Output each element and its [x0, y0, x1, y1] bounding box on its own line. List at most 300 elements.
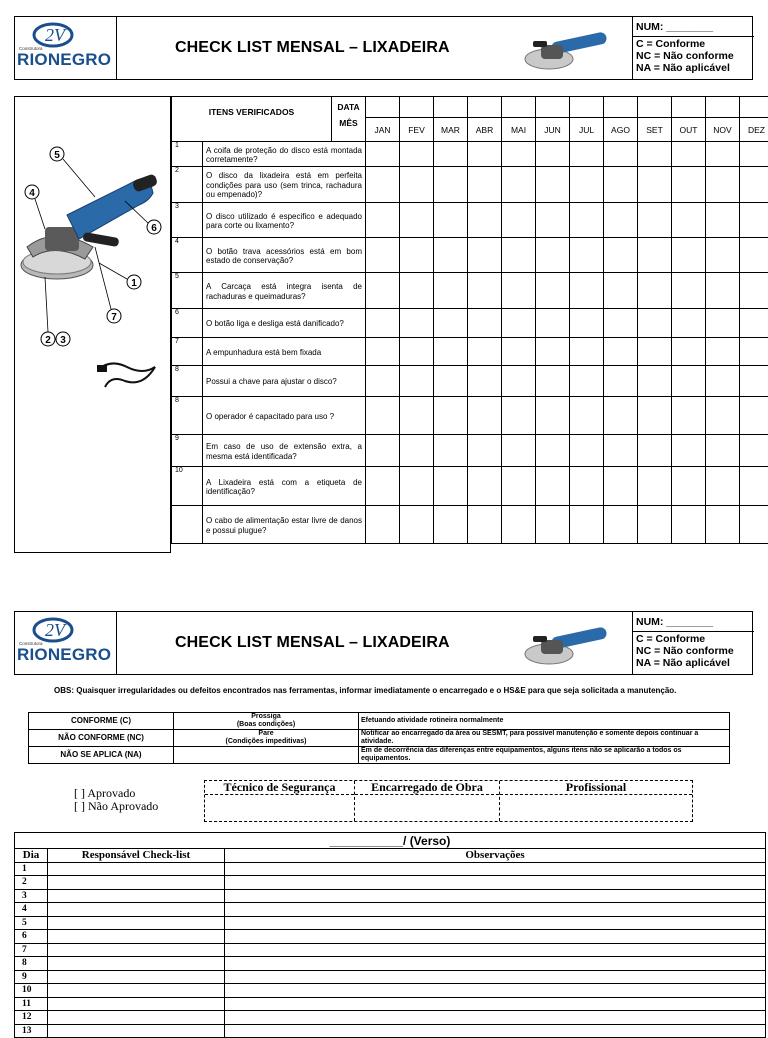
item-number: 3 [172, 203, 203, 238]
header-top [14, 16, 753, 80]
day-row [15, 957, 766, 971]
checklist-row [172, 338, 768, 366]
item-number: 2 [172, 167, 203, 203]
status-cell[interactable] [536, 309, 570, 338]
callout-1: 1 [131, 278, 137, 289]
legend-action: Prossiga (Boas condições) [174, 713, 359, 730]
logo-subtitle: Construtora [19, 641, 43, 646]
legend-na: NA = Não aplicável [633, 62, 754, 74]
status-cell[interactable] [672, 273, 706, 309]
status-cell[interactable] [468, 167, 502, 203]
status-cell[interactable] [604, 238, 638, 273]
legend-status: NÃO SE APLICA (NA) [29, 747, 174, 764]
checklist-row [172, 273, 768, 309]
signature-tecnico[interactable]: Técnico de Segurança [205, 781, 355, 821]
status-cell[interactable] [638, 273, 672, 309]
observacoes-cell[interactable] [225, 903, 766, 917]
status-cell[interactable] [434, 142, 468, 167]
responsavel-cell[interactable] [48, 903, 225, 917]
status-cell[interactable] [434, 167, 468, 203]
status-cell[interactable] [468, 273, 502, 309]
status-legend-table [28, 712, 730, 764]
status-cell[interactable] [536, 435, 570, 467]
item-number: 8 [172, 397, 203, 435]
col-responsavel: Responsável Check-list [48, 849, 225, 863]
status-cell[interactable] [740, 397, 768, 435]
status-cell[interactable] [706, 273, 740, 309]
item-number: 7 [172, 338, 203, 366]
status-cell[interactable] [502, 467, 536, 506]
day-number: 6 [15, 930, 48, 944]
status-cell[interactable] [604, 397, 638, 435]
status-cell[interactable] [706, 338, 740, 366]
status-cell[interactable] [706, 309, 740, 338]
day-row [15, 1024, 766, 1038]
status-cell[interactable] [604, 142, 638, 167]
legend-c: C = Conforme [633, 632, 754, 645]
checklist-row [172, 435, 768, 467]
status-cell[interactable] [706, 397, 740, 435]
legend-status: NÃO CONFORME (NC) [29, 730, 174, 747]
observacoes-cell[interactable] [225, 1024, 766, 1038]
status-cell[interactable] [400, 338, 434, 366]
svg-text:2V: 2V [45, 25, 67, 45]
item-text: A coifa de proteção do disco está montada corretamente? [203, 142, 366, 167]
status-cell[interactable] [672, 506, 706, 544]
status-cell[interactable] [604, 167, 638, 203]
item-text: Possui a chave para ajustar o disco? [203, 366, 366, 397]
legend-desc: Efetuando atividade rotineira normalmente [359, 713, 730, 730]
day-number: 2 [15, 876, 48, 890]
day-number: 1 [15, 862, 48, 876]
item-text: O operador é capacitado para uso ? [203, 397, 366, 435]
status-cell[interactable] [434, 238, 468, 273]
status-cell[interactable] [638, 309, 672, 338]
observacoes-cell[interactable] [225, 943, 766, 957]
checklist-row [172, 309, 768, 338]
status-cell[interactable] [434, 397, 468, 435]
month-mai: MAI [502, 118, 536, 142]
logo-text: RIONEGRO [17, 645, 111, 665]
approval-options [74, 787, 158, 813]
status-cell[interactable] [434, 506, 468, 544]
checklist-row [172, 397, 768, 435]
status-cell[interactable] [366, 397, 400, 435]
status-cell[interactable] [570, 203, 604, 238]
month-jul: JUL [570, 118, 604, 142]
observacoes-cell[interactable] [225, 970, 766, 984]
status-cell[interactable] [604, 203, 638, 238]
status-cell[interactable] [502, 366, 536, 397]
status-cell[interactable] [468, 309, 502, 338]
status-cell[interactable] [400, 506, 434, 544]
header-bottom [14, 611, 753, 675]
status-cell[interactable] [638, 142, 672, 167]
status-cell[interactable] [468, 142, 502, 167]
page-title: CHECK LIST MENSAL – LIXADEIRA [175, 39, 450, 57]
month-ago: AGO [604, 118, 638, 142]
logo-2 [15, 612, 117, 674]
month-abr: ABR [468, 118, 502, 142]
status-cell[interactable] [706, 167, 740, 203]
checklist-row [172, 203, 768, 238]
status-cell[interactable] [672, 467, 706, 506]
status-cell[interactable] [434, 338, 468, 366]
item-text: O disco utilizado é especifico e adequado para corte ou lixamento? [203, 203, 366, 238]
responsavel-cell[interactable] [48, 1024, 225, 1038]
grinder-thumbnail-icon [521, 23, 617, 75]
status-cell[interactable] [468, 435, 502, 467]
status-cell[interactable] [468, 366, 502, 397]
verso-table [14, 832, 766, 1038]
status-cell[interactable] [570, 273, 604, 309]
status-cell[interactable] [638, 506, 672, 544]
responsavel-cell[interactable] [48, 984, 225, 998]
status-cell[interactable] [672, 167, 706, 203]
responsavel-cell[interactable] [48, 862, 225, 876]
status-cell[interactable] [740, 238, 768, 273]
status-cell[interactable] [570, 397, 604, 435]
status-cell[interactable] [366, 435, 400, 467]
logo [15, 17, 117, 79]
legend-nc: NC = Não conforme [633, 50, 754, 62]
legend-na: NA = Não aplicável [633, 657, 754, 669]
status-cell[interactable] [604, 435, 638, 467]
status-cell[interactable] [638, 203, 672, 238]
checklist-row [172, 467, 768, 506]
observacoes-cell[interactable] [225, 984, 766, 998]
legend-action [174, 747, 359, 764]
responsavel-cell[interactable] [48, 930, 225, 944]
status-cell[interactable] [638, 338, 672, 366]
status-cell[interactable] [468, 467, 502, 506]
status-cell[interactable] [740, 467, 768, 506]
status-cell[interactable] [706, 506, 740, 544]
day-row [15, 970, 766, 984]
status-cell[interactable] [570, 167, 604, 203]
callout-6: 6 [151, 223, 157, 234]
checklist-row [172, 366, 768, 397]
status-cell[interactable] [502, 238, 536, 273]
status-cell[interactable] [570, 506, 604, 544]
responsavel-cell[interactable] [48, 916, 225, 930]
status-cell[interactable] [638, 397, 672, 435]
month-out: OUT [672, 118, 706, 142]
signature-encarregado[interactable]: Encarregado de Obra [355, 781, 500, 821]
status-cell[interactable] [638, 167, 672, 203]
month-jan: JAN [366, 118, 400, 142]
day-row [15, 997, 766, 1011]
col-dia: Dia [15, 849, 48, 863]
item-text: A Lixadeira está com a etiqueta de identificação? [203, 467, 366, 506]
grinder-thumbnail-icon [521, 618, 617, 670]
status-cell[interactable] [740, 506, 768, 544]
status-cell[interactable] [400, 397, 434, 435]
status-legend-2 [632, 612, 754, 674]
checklist-table [171, 96, 768, 544]
month-dez: DEZ [740, 118, 768, 142]
status-cell[interactable] [740, 338, 768, 366]
status-cell[interactable] [672, 142, 706, 167]
logo-mark-icon [31, 20, 79, 48]
item-text: O cabo de alimentação estar livre de danos e possui plugue? [203, 506, 366, 544]
status-cell[interactable] [434, 467, 468, 506]
responsavel-cell[interactable] [48, 1011, 225, 1025]
status-cell[interactable] [672, 397, 706, 435]
mes-label: MÊS [332, 118, 366, 142]
day-row [15, 903, 766, 917]
status-cell[interactable] [468, 397, 502, 435]
item-text: O botão liga e desliga está danificado? [203, 309, 366, 338]
status-cell[interactable] [638, 435, 672, 467]
item-number: 4 [172, 238, 203, 273]
observacoes-cell[interactable] [225, 862, 766, 876]
status-cell[interactable] [706, 366, 740, 397]
status-cell[interactable] [740, 366, 768, 397]
status-cell[interactable] [434, 435, 468, 467]
status-cell[interactable] [570, 366, 604, 397]
status-cell[interactable] [706, 203, 740, 238]
status-cell[interactable] [638, 366, 672, 397]
status-cell[interactable] [502, 167, 536, 203]
status-cell[interactable] [570, 309, 604, 338]
status-cell[interactable] [502, 397, 536, 435]
logo-text: RIONEGRO [17, 50, 111, 70]
status-cell[interactable] [468, 203, 502, 238]
status-cell[interactable] [672, 309, 706, 338]
status-cell[interactable] [638, 467, 672, 506]
status-cell[interactable] [400, 203, 434, 238]
responsavel-cell[interactable] [48, 876, 225, 890]
month-jun: JUN [536, 118, 570, 142]
day-number: 3 [15, 889, 48, 903]
day-row [15, 943, 766, 957]
num-field-2: NUM: ________ [633, 612, 754, 632]
status-cell[interactable] [536, 506, 570, 544]
status-cell[interactable] [400, 167, 434, 203]
status-cell[interactable] [706, 238, 740, 273]
status-cell[interactable] [536, 142, 570, 167]
status-cell[interactable] [502, 506, 536, 544]
day-number: 11 [15, 997, 48, 1011]
status-cell[interactable] [536, 238, 570, 273]
status-cell[interactable] [536, 167, 570, 203]
month-fev: FEV [400, 118, 434, 142]
status-cell[interactable] [740, 435, 768, 467]
status-cell[interactable] [502, 142, 536, 167]
status-cell[interactable] [740, 203, 768, 238]
legend-desc: Em de decorrência das diferenças entre equipamentos, alguns itens não se aplicarão a todos os equipamentos. [359, 747, 730, 764]
legend-action: Pare (Condições impeditivas) [174, 730, 359, 747]
status-cell[interactable] [502, 273, 536, 309]
responsavel-cell[interactable] [48, 889, 225, 903]
num-field: NUM: ________ [633, 17, 754, 37]
status-cell[interactable] [706, 142, 740, 167]
status-cell[interactable] [706, 467, 740, 506]
signature-profissional[interactable]: Profissional [500, 781, 692, 821]
col-observacoes: Observações [225, 849, 766, 863]
status-cell[interactable] [366, 338, 400, 366]
status-cell[interactable] [672, 238, 706, 273]
observacoes-cell[interactable] [225, 930, 766, 944]
status-cell[interactable] [366, 203, 400, 238]
status-cell[interactable] [536, 366, 570, 397]
responsavel-cell[interactable] [48, 957, 225, 971]
legend-desc: Notificar ao encarregado da área ou SESMT, para possível manutenção e somente depois continuar a atividade. [359, 730, 730, 747]
status-cell[interactable] [400, 309, 434, 338]
status-cell[interactable] [536, 338, 570, 366]
checklist-row [172, 238, 768, 273]
status-cell[interactable] [502, 435, 536, 467]
status-cell[interactable] [366, 506, 400, 544]
status-cell[interactable] [400, 467, 434, 506]
item-text: O botão trava acessórios está em bom estado de conservação? [203, 238, 366, 273]
day-row [15, 930, 766, 944]
status-legend [632, 17, 754, 79]
svg-text:2V: 2V [45, 620, 67, 640]
status-cell[interactable] [570, 435, 604, 467]
day-row [15, 1011, 766, 1025]
responsavel-cell[interactable] [48, 943, 225, 957]
day-number: 5 [15, 916, 48, 930]
day-number: 4 [15, 903, 48, 917]
callout-2: 2 [45, 335, 51, 346]
item-text: A empunhadura está bem fixada [203, 338, 366, 366]
item-number: 1 [172, 142, 203, 167]
day-row [15, 876, 766, 890]
status-cell[interactable] [706, 435, 740, 467]
day-number: 13 [15, 1024, 48, 1038]
obs-note: OBS: Quaisquer irregularidades ou defeitos encontrados nas ferramentas, informar imediatamente o encarregado e o HS&E para que seja solicitada a manutenção. [54, 686, 724, 696]
status-cell[interactable] [604, 467, 638, 506]
observacoes-cell[interactable] [225, 916, 766, 930]
status-cell[interactable] [570, 238, 604, 273]
status-cell[interactable] [604, 273, 638, 309]
callout-7: 7 [111, 312, 117, 323]
status-cell[interactable] [536, 467, 570, 506]
month-set: SET [638, 118, 672, 142]
callout-3: 3 [60, 335, 66, 346]
day-number: 12 [15, 1011, 48, 1025]
status-cell[interactable] [604, 309, 638, 338]
observacoes-cell[interactable] [225, 957, 766, 971]
status-cell[interactable] [502, 338, 536, 366]
status-cell[interactable] [740, 273, 768, 309]
status-cell[interactable] [366, 467, 400, 506]
item-text: O disco da lixadeira está em perfeita condições para uso (sem trinca, rachadura ou empenado)? [203, 167, 366, 203]
item-number: 10 [172, 467, 203, 506]
status-cell[interactable] [366, 309, 400, 338]
observacoes-cell[interactable] [225, 1011, 766, 1025]
status-cell[interactable] [468, 238, 502, 273]
status-cell[interactable] [536, 203, 570, 238]
signature-box [204, 780, 693, 822]
status-cell[interactable] [672, 338, 706, 366]
checklist-section [14, 96, 768, 555]
observacoes-cell[interactable] [225, 889, 766, 903]
checklist-row [172, 142, 768, 167]
status-cell[interactable] [468, 338, 502, 366]
status-cell[interactable] [672, 366, 706, 397]
responsavel-cell[interactable] [48, 997, 225, 1011]
status-cell[interactable] [570, 467, 604, 506]
items-header: ITENS VERIFICADOS [172, 97, 332, 142]
status-cell[interactable] [638, 238, 672, 273]
data-label: DATA [332, 97, 366, 118]
item-number: 5 [172, 273, 203, 309]
day-number: 7 [15, 943, 48, 957]
day-number: 10 [15, 984, 48, 998]
item-text: Em caso de uso de extensão extra, a mesma está identificada? [203, 435, 366, 467]
status-cell[interactable] [604, 338, 638, 366]
status-cell[interactable] [604, 506, 638, 544]
status-cell[interactable] [536, 397, 570, 435]
status-cell[interactable] [400, 273, 434, 309]
verso-title: ___________/ (Verso) [15, 833, 766, 849]
approved-checkbox[interactable]: [ ] Aprovado [74, 787, 158, 800]
day-number: 8 [15, 957, 48, 971]
status-cell[interactable] [366, 366, 400, 397]
status-cell[interactable] [434, 366, 468, 397]
status-cell[interactable] [400, 366, 434, 397]
day-number: 9 [15, 970, 48, 984]
status-cell[interactable] [366, 142, 400, 167]
status-cell[interactable] [672, 435, 706, 467]
status-cell[interactable] [740, 309, 768, 338]
callout-5: 5 [54, 150, 60, 161]
item-number [172, 506, 203, 544]
status-cell[interactable] [468, 506, 502, 544]
item-number: 6 [172, 309, 203, 338]
legend-nc: NC = Não conforme [633, 645, 754, 657]
status-cell[interactable] [570, 142, 604, 167]
item-number: 9 [172, 435, 203, 467]
item-text: A Carcaça está integra isenta de rachaduras e queimaduras? [203, 273, 366, 309]
callout-4: 4 [29, 188, 35, 199]
day-row [15, 889, 766, 903]
status-cell[interactable] [434, 203, 468, 238]
status-cell[interactable] [366, 238, 400, 273]
observacoes-cell[interactable] [225, 876, 766, 890]
status-cell[interactable] [434, 273, 468, 309]
status-cell[interactable] [366, 167, 400, 203]
month-mar: MAR [434, 118, 468, 142]
status-cell[interactable] [740, 142, 768, 167]
checklist-row [172, 506, 768, 544]
status-cell[interactable] [604, 366, 638, 397]
status-cell[interactable] [400, 142, 434, 167]
status-cell[interactable] [400, 435, 434, 467]
status-cell[interactable] [570, 338, 604, 366]
responsavel-cell[interactable] [48, 970, 225, 984]
angle-grinder-icon [15, 97, 170, 397]
legend-status: CONFORME (C) [29, 713, 174, 730]
status-cell[interactable] [672, 203, 706, 238]
not-approved-checkbox[interactable]: [ ] Não Aprovado [74, 800, 158, 813]
status-cell[interactable] [740, 167, 768, 203]
day-row [15, 916, 766, 930]
observacoes-cell[interactable] [225, 997, 766, 1011]
checklist-row [172, 167, 768, 203]
item-number: 8 [172, 366, 203, 397]
status-cell[interactable] [366, 273, 400, 309]
status-cell[interactable] [400, 238, 434, 273]
status-cell[interactable] [502, 203, 536, 238]
status-cell[interactable] [536, 273, 570, 309]
status-cell[interactable] [434, 309, 468, 338]
status-cell[interactable] [502, 309, 536, 338]
month-nov: NOV [706, 118, 740, 142]
